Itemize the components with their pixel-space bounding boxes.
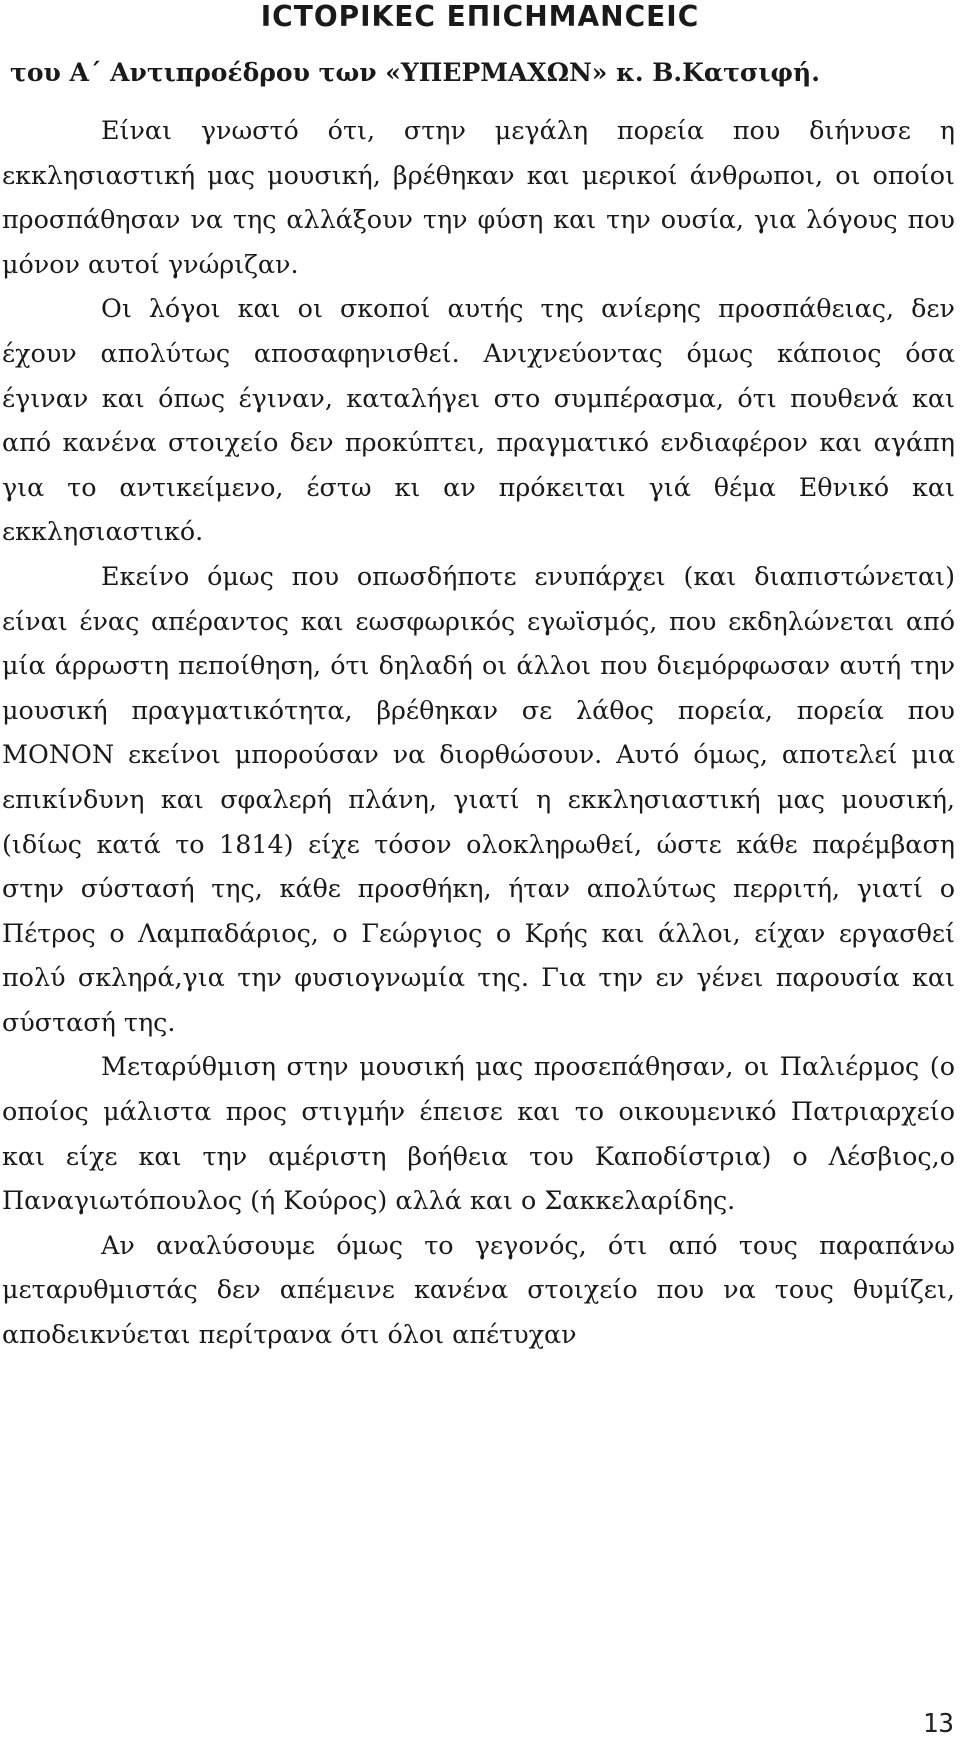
paragraph: Εκείνο όμως που οπωσδήποτε ενυπάρχει (και διαπιστώνεται) είναι ένας απέραντος και εωσφωρικός εγωϊσμός, που εκδηλώνεται από μία άρρωστη πεποίθηση, ότι δηλαδή οι άλλοι που διεμόρφωσαν αυτή την μουσική πραγματικότητα, βρέθηκαν σε λάθος πορεία, πορεία που ΜΟΝΟΝ εκείνοι μπορούσαν να διορθώσουν. Αυτό όμως, αποτελεί μια επικίνδυνη και σφαλερή πλάνη, γιατί η εκκλησιαστική μας μουσική, (ιδίως κατά το 1814) είχε τόσον ολοκληρωθεί, ώστε κάθε παρέμβαση στην σύστασή της, κάθε προσθήκη, ήταν απολύτως περριτή, γιατί ο Πέτρος ο Λαμπαδάριος, ο Γεώργιος ο Κρής και άλλοι, είχαν εργασθεί πολύ σκληρά,για την φυσιογνωμία της. Για την εν γένει παρουσία και σύστασή της. xyxy=(2,560,955,1037)
paragraph: Αν αναλύσουμε όμως το γεγονός, ότι από τους παραπάνω μεταρυθμιστάς δεν απέμεινε κανένα στοιχείο που να τους θυμίζει, αποδεικνύεται περίτρανα ότι όλοι απέτυχαν xyxy=(2,1229,955,1350)
page-title: ΙϹΤΟΡΙΚΕϹ ΕΠΙϹΗΜΑΝϹΕΙϹ xyxy=(260,0,700,33)
article-body xyxy=(2,108,955,1357)
page-number: 13 xyxy=(922,1709,954,1739)
paragraph: Μεταρύθμιση στην μουσική μας προσεπάθησαν, οι Παλιέρμος (ο οποίος μάλιστα προς στιγμήν έπεισε και το οικουμενικό Πατριαρχείο και είχε και την αμέριστη βοήθεια του Καποδίστρια) ο Λέσβιος,ο Παναγιωτόπουλος (ή Κούρος) αλλά και ο Σακκελαρίδης. xyxy=(2,1051,955,1216)
paragraph: Είναι γνωστό ότι, στην μεγάλη πορεία που διήνυσε η εκκλησιαστική μας μουσική, βρέθηκαν και μερικοί άνθρωποι, οι οποίοι προσπάθησαν να της αλλάξουν την φύση και την ουσία, για λόγους που μόνον αυτοί γνώριζαν. xyxy=(2,115,955,279)
page-subtitle: του Α΄ Αντιπροέδρου των «ΥΠΕΡΜΑΧΩΝ» κ. Β.Κατσιφή. xyxy=(10,58,820,87)
paragraph: Οι λόγοι και οι σκοποί αυτής της ανίερης προσπάθειας, δεν έχουν απολύτως αποσαφηνισθεί. Ανιχνεύοντας όμως κάποιος όσα έγιναν και όπως έγιναν, καταλήγει στο συμπέρασμα, ότι πουθενά και από κανένα στοιχείο δεν προκύπτει, πραγματικό ενδιαφέρον και αγάπη για το αντικείμενο, έστω κι αν πρόκειται γιά θέμα Εθνικό και εκκλησιαστικό. xyxy=(2,293,955,547)
